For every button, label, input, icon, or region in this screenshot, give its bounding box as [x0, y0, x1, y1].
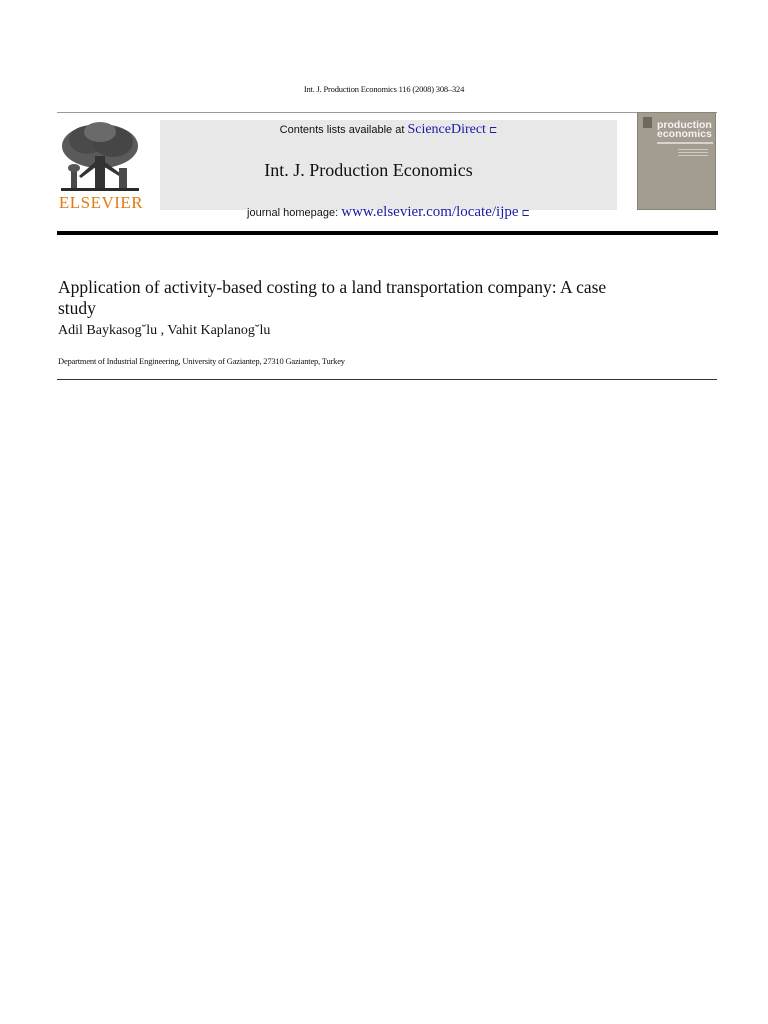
journal-homepage-link[interactable]: www.elsevier.com/locate/ijpe	[341, 204, 519, 220]
homepage-prefix: journal homepage:	[247, 207, 342, 219]
external-link-icon[interactable]: ⊏	[521, 208, 530, 219]
author-list: Adil Baykasog˘lu , Vahit Kaplanog˘lu	[58, 323, 271, 338]
article-title: Application of activity-based costing to a land transportation company: A case study	[58, 277, 607, 318]
cover-subtitle-bar	[657, 142, 713, 144]
cover-publisher-logo	[643, 117, 652, 128]
external-link-icon[interactable]: ⊏	[488, 125, 498, 136]
journal-cover-image	[637, 112, 716, 210]
contents-prefix: Contents lists available at	[279, 124, 408, 136]
publisher-name: ELSEVIER	[58, 193, 144, 212]
running-head: Int. J. Production Economics 116 (2008) 308–324	[303, 84, 465, 94]
cover-title: production economics	[657, 119, 712, 140]
sciencedirect-link[interactable]: ScienceDirect	[407, 122, 486, 137]
author-affiliation: Department of Industrial Engineering, University of Gaziantep, 27310 Gaziantep, Turkey	[58, 356, 345, 366]
header-rule-top	[57, 112, 717, 113]
journal-title: Int. J. Production Economics	[264, 160, 473, 180]
cover-text-lines	[678, 149, 708, 158]
homepage-line	[160, 204, 617, 221]
header-rule-thick	[57, 231, 718, 235]
title-block-rule	[57, 379, 717, 380]
contents-line	[160, 122, 617, 138]
